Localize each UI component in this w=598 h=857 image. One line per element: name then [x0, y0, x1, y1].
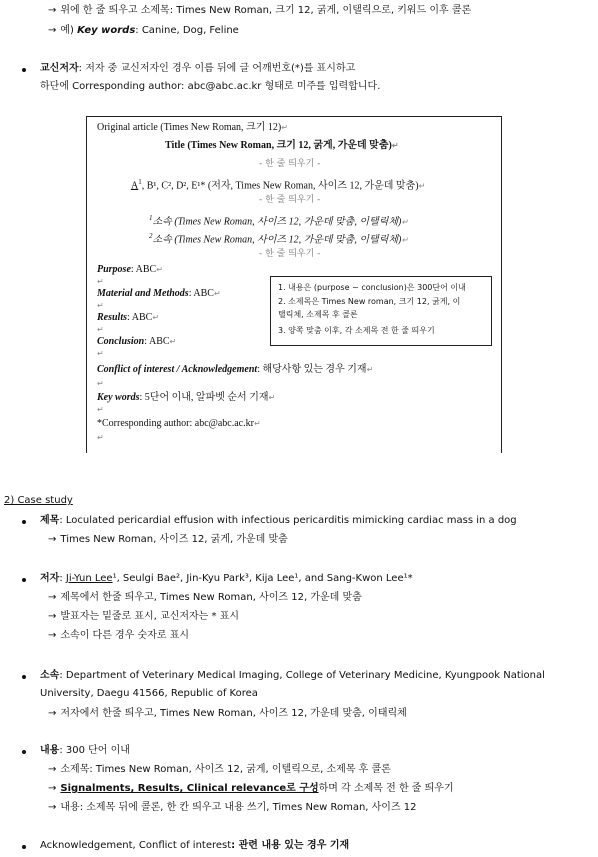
note-line: 탤릭체, 소제목 후 콜론 — [278, 310, 358, 319]
empty-line: ↵ — [97, 433, 104, 442]
case-affiliation-format: → 저자에서 한줄 띄우고, Times New Roman, 사이즈 12, 가운데 맞춤, 이태릭체 — [48, 707, 407, 721]
corresponding-line: *Corresponding author: abc@abc.ac.kr↵ — [97, 418, 261, 429]
bullet — [22, 845, 26, 849]
case-author-rule: 저자: Ji-Yun Lee¹, Seulgi Bae², Jin-Kyu Park³, Kija Lee¹, and Sang-Kwon Lee¹* — [40, 573, 413, 584]
abstract-rules-note — [270, 276, 492, 346]
conclusion-line: Conclusion: ABC↵ — [97, 336, 177, 347]
case-content-rule: 내용: 300 단어 이내 — [40, 745, 130, 756]
section-heading: 2) Case study — [4, 495, 73, 506]
purpose-line: Purpose: ABC↵ — [97, 264, 163, 275]
case-content-format-2: → Signalments, Results, Clinical relevance로 구성하며 각 소제목 전 한 줄 띄우기 — [48, 782, 454, 796]
note-line: 2. 소제목은 Times New roman, 크기 12, 굵게, 이 — [278, 297, 461, 306]
format-note-keywords-example: → 예) Key words: Canine, Dog, Feline — [48, 24, 239, 38]
blank-line-hint: - 한 줄 띄우기 - — [259, 249, 321, 259]
bullet — [22, 675, 26, 679]
corresponding-author-rule-line2: 하단에 Corresponding author: abc@abc.ac.kr 형태로 미주를 입력합니다. — [40, 81, 381, 92]
case-ack-rule: Acknowledgement, Conflict of interest: 관련 내용 있는 경우 기재 — [40, 840, 350, 851]
case-title-format: → Times New Roman, 사이즈 12, 굵게, 가운데 맞춤 — [48, 533, 288, 547]
case-content-format-1: → 소제목: Times New Roman, 사이즈 12, 굵게, 이텔릭으로, 소제목 후 콜론 — [48, 763, 391, 777]
case-affiliation-rule-line2: University, Daegu 41566, Republic of Korea — [40, 688, 258, 699]
affiliation-2-example: $^2$소속 (Times New Roman, 사이즈 12, 가운데 맞춤, 이탤릭체)↵ — [149, 232, 409, 246]
keywords-line: Key words: 5단어 이내, 알파벳 순서 기재↵ — [97, 392, 276, 403]
empty-line: ↵ — [97, 349, 104, 358]
bullet — [22, 750, 26, 754]
bullet — [22, 520, 26, 524]
empty-line: ↵ — [97, 301, 104, 310]
case-title-rule: 제목: Loculated pericardial effusion with infectious pericarditis mimicking cardiac mass in a dog — [40, 515, 517, 526]
format-note-subtitle: → 위에 한 줄 띄우고 소제목: Times New Roman, 크기 12, 굵게, 이탤릭으로, 키워드 이후 콜론 — [48, 4, 471, 18]
empty-line: ↵ — [97, 379, 104, 388]
empty-line: ↵ — [97, 277, 104, 286]
results-line: Results: ABC↵ — [97, 312, 160, 323]
title-example: Title (Times New Roman, 크기 12, 굵게, 가운데 맞춤)↵ — [165, 140, 399, 151]
case-author-format-2: → 발표자는 밑줄로 표시, 교신저자는 * 표시 — [48, 610, 239, 624]
note-line: 3. 양쪽 맞춤 이후, 각 소제목 전 한 줄 띄우기 — [278, 326, 435, 335]
empty-line: ↵ — [97, 325, 104, 334]
blank-line-hint: - 한 줄 띄우기 - — [259, 195, 321, 205]
corresponding-author-rule: 교신저자: 저자 중 교신저자인 경우 이름 뒤에 글 어깨번호(*)를 표시하고 — [40, 63, 356, 74]
case-content-format-3: → 내용: 소제목 뒤에 콜론, 한 칸 띄우고 내용 쓰기, Times New Roman, 사이즈 12 — [48, 801, 417, 815]
authors-example: $A^1$, B¹, C², D², E¹* (저자, Times New Roman, 사이즈 12, 가운데 맞춤)↵ — [131, 178, 426, 192]
coi-line: Conflict of interest / Acknowledgement: 해당사항 있는 경우 기재↵ — [97, 364, 374, 375]
case-affiliation-rule: 소속: Department of Veterinary Medical Imaging, College of Veterinary Medicine, Kyungpook National — [40, 670, 545, 681]
note-line: 1. 내용은 (purpose ~ conclusion)은 300단어 이내 — [278, 283, 466, 292]
case-author-format-1: → 제목에서 한줄 띄우고, Times New Roman, 사이즈 12, 가운데 맞춤 — [48, 591, 362, 605]
bullet — [22, 578, 26, 582]
article-type: Original article (Times New Roman, 크기 12)↵ — [97, 122, 288, 133]
methods-line: Material and Methods: ABC↵ — [97, 288, 221, 299]
case-author-format-3: → 소속이 다른 경우 숫자로 표시 — [48, 629, 189, 643]
blank-line-hint: - 한 줄 띄우기 - — [259, 159, 321, 169]
affiliation-1-example: $^1$소속 (Times New Roman, 사이즈 12, 가운데 맞춤, 이탤릭체)↵ — [149, 214, 409, 228]
bullet — [22, 68, 26, 72]
empty-line: ↵ — [97, 405, 104, 414]
